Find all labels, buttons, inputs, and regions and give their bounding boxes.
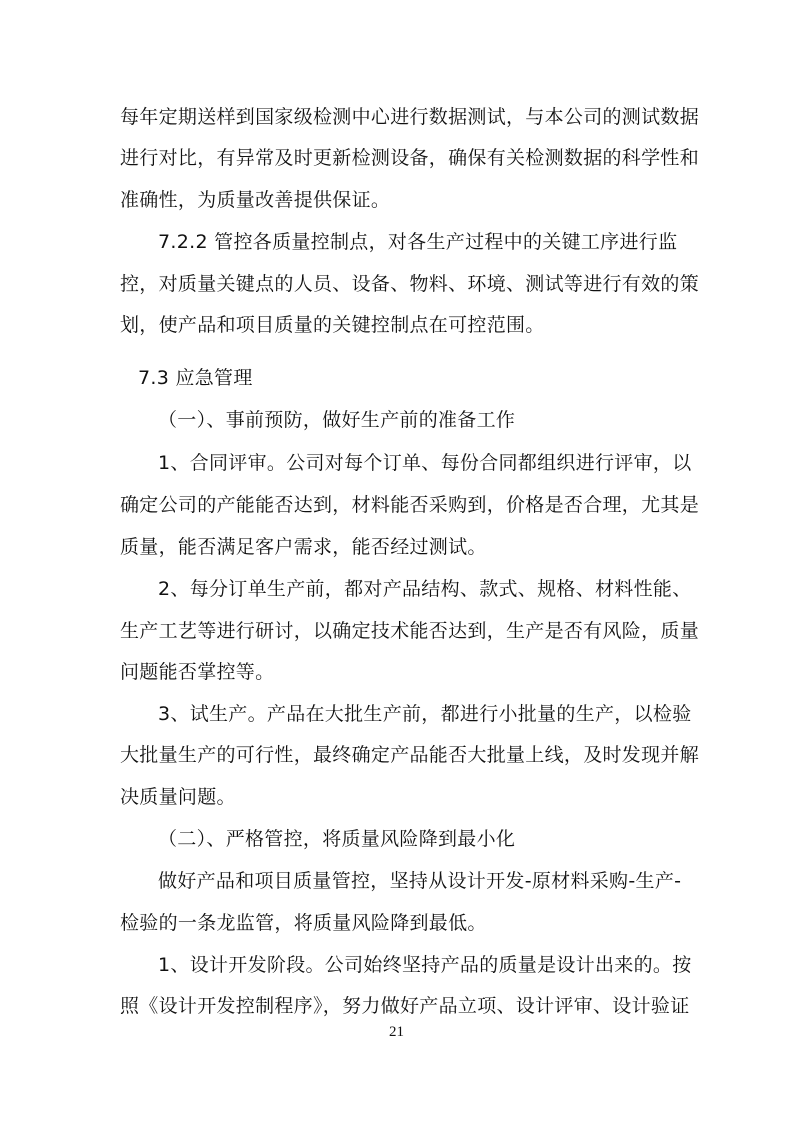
text-line: 检验的一条龙监管，将质量风险降到最低。	[120, 912, 487, 934]
text-line: 1、设计开发阶段。公司始终坚持产品的质量是设计出来的。按	[158, 954, 692, 976]
text-line: 每年定期送样到国家级检测中心进行数据测试，与本公司的测试数据	[120, 106, 700, 128]
text-line: 划，使产品和项目质量的关键控制点在可控范围。	[120, 314, 545, 336]
text-line: 3、试生产。产品在大批生产前，都进行小批量的生产，以检验	[158, 703, 692, 725]
text-line: 准确性，为质量改善提供保证。	[120, 189, 391, 211]
text-line: 照《设计开发控制程序》，努力做好产品立项、设计评审、设计验证	[120, 995, 690, 1017]
text-line: 确定公司的产能能否达到，材料能否采购到，价格是否合理，尤其是	[120, 494, 700, 516]
text-line: 1、合同评审。公司对每个订单、每份合同都组织进行评审，以	[158, 452, 692, 474]
text-line: 大批量生产的可行性，最终确定产品能否大批量上线，及时发现并解	[120, 744, 700, 766]
sub-heading: （一）、事前预防，做好生产前的准备工作	[158, 409, 516, 431]
section-heading: 7.3 应急管理	[138, 367, 253, 389]
text-line: 问题能否掌控等。	[120, 661, 275, 683]
text-line: 质量，能否满足客户需求，能否经过测试。	[120, 536, 487, 558]
text-line: 2、每分订单生产前，都对产品结构、款式、规格、材料性能、	[158, 578, 692, 600]
sub-heading: （二）、严格管控，将质量风险降到最小化	[158, 828, 516, 850]
text-line: 做好产品和项目质量管控，坚持从设计开发-原材料采购-生产-	[158, 870, 682, 892]
text-line: 决质量问题。	[120, 786, 236, 808]
text-line: 控，对质量关键点的人员、设备、物料、环境、测试等进行有效的策	[120, 273, 700, 295]
text-line: 7.2.2 管控各质量控制点，对各生产过程中的关键工序进行监	[158, 231, 678, 253]
text-line: 生产工艺等进行研讨，以确定技术能否达到，生产是否有风险，质量	[120, 620, 700, 642]
page-number: 21	[389, 1024, 404, 1040]
text-line: 进行对比，有异常及时更新检测设备，确保有关检测数据的科学性和	[120, 147, 700, 169]
